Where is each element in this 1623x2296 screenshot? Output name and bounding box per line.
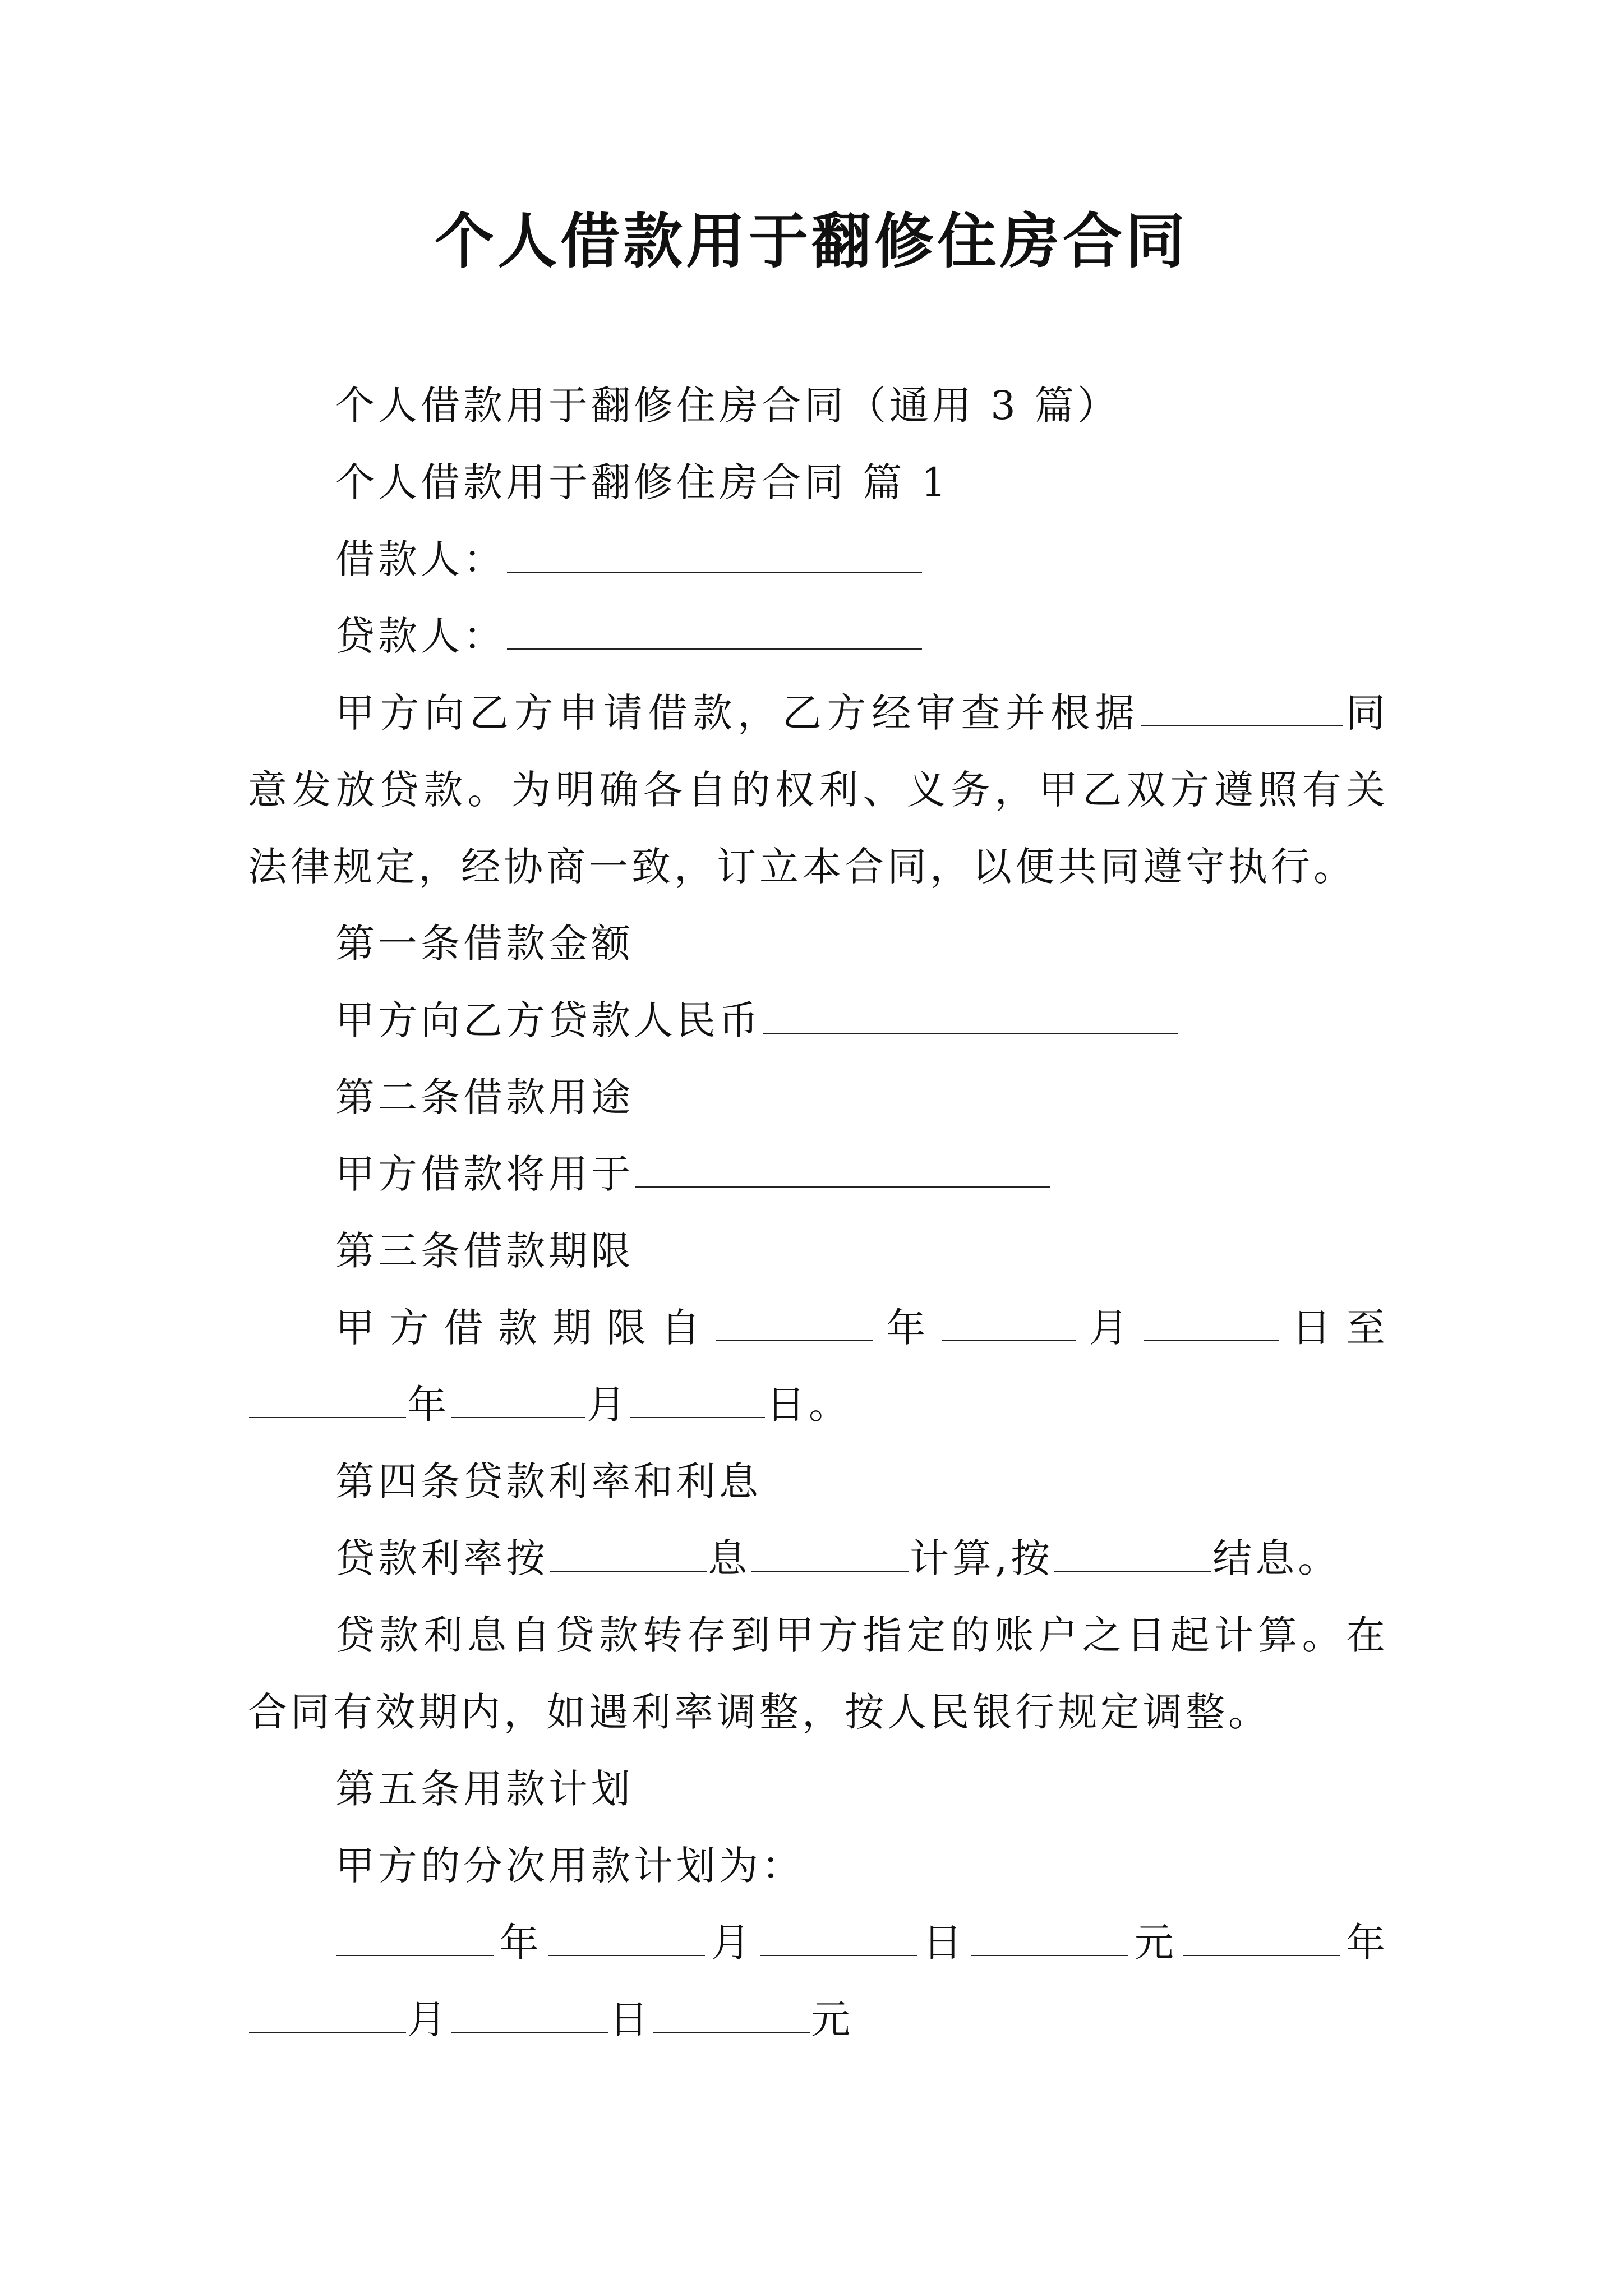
plan-day-blank	[760, 1922, 917, 1956]
lender-line	[248, 598, 1389, 675]
start-year-blank	[716, 1308, 873, 1341]
lender-label: 贷款人：	[335, 613, 506, 659]
plan-day2-label: 日	[609, 1996, 652, 2042]
start-month-label: 月	[1077, 1305, 1144, 1351]
plan-year-label: 年	[495, 1920, 547, 1966]
plan-day2-blank	[451, 1999, 608, 2033]
article-5-title: 第五条用款计划	[335, 1766, 634, 1812]
settle-blank	[1054, 1538, 1211, 1572]
lender-blank	[507, 616, 922, 650]
amount-blank	[763, 1000, 1178, 1034]
paragraph-part-heading: 个人借款用于翻修住房合同 篇 1	[335, 459, 950, 505]
start-month-blank	[942, 1308, 1076, 1341]
start-day-label: 日至	[1280, 1305, 1389, 1351]
plan-yuan2-label: 元	[811, 1996, 854, 2042]
article-4-text-c: 计算,按	[910, 1535, 1054, 1581]
article-4-paragraph-2: 贷款利息自贷款转存到甲方指定的账户之日起计算。在合同有效期内，如遇利率调整，按人民银行规定调整。	[248, 1612, 1389, 1735]
document-body	[248, 367, 1389, 2058]
document-title: 个人借款用于翻修住房合同	[435, 206, 1188, 276]
plan-yuan-label: 元	[1129, 1920, 1182, 1966]
article-4-text-a: 贷款利率按	[335, 1535, 548, 1581]
article-5-text: 甲方的分次用款计划为：	[335, 1843, 804, 1889]
article-4-line	[248, 1520, 1389, 1597]
paragraph-subtitle: 个人借款用于翻修住房合同（通用 3 篇）	[335, 383, 1121, 429]
end-year-blank	[249, 1384, 406, 1418]
intro-text-a: 甲方向乙方申请借款，乙方经审查并根据	[335, 690, 1140, 736]
plan-amount-blank	[971, 1922, 1128, 1956]
borrower-line	[248, 521, 1389, 598]
intro-blank	[1141, 693, 1343, 726]
purpose-blank	[635, 1154, 1050, 1188]
article-3-text: 甲方借款期限自	[335, 1305, 716, 1351]
article-3-line	[248, 1290, 1389, 1443]
plan-line	[248, 1904, 1389, 2058]
article-1-line	[248, 982, 1389, 1059]
plan-month2-blank	[249, 1999, 406, 2033]
end-day-label: 日。	[766, 1382, 851, 1428]
start-day-blank	[1144, 1308, 1279, 1341]
intro-text-b: 同意发放贷款。为明确各自的权利、义务，甲乙双方遵照有关法律规定，经协商一致，订立本合同，以便共同遵守执行。	[248, 690, 1389, 890]
end-year-label: 年	[407, 1382, 450, 1428]
article-3-title: 第三条借款期限	[335, 1228, 634, 1274]
start-year-label: 年	[874, 1305, 940, 1351]
plan-month2-label: 月	[407, 1996, 450, 2042]
end-month-label: 月	[587, 1382, 629, 1428]
article-1-text: 甲方向乙方贷款人民币	[335, 997, 762, 1043]
plan-year-blank	[336, 1922, 494, 1956]
article-4-title: 第四条贷款利率和利息	[335, 1458, 762, 1504]
plan-day-label: 日	[917, 1920, 971, 1966]
plan-amount2-blank	[653, 1999, 810, 2033]
borrower-label: 借款人：	[335, 536, 506, 582]
end-month-blank	[451, 1384, 585, 1418]
article-2-line	[248, 1136, 1389, 1213]
end-day-blank	[630, 1384, 765, 1418]
article-2-title: 第二条借款用途	[335, 1074, 634, 1120]
article-1-title: 第一条借款金额	[335, 921, 634, 967]
plan-year2-label: 年	[1341, 1920, 1389, 1966]
paragraph-intro	[248, 675, 1389, 905]
plan-month-label: 月	[706, 1920, 759, 1966]
article-4-text-b: 息	[708, 1535, 750, 1581]
borrower-blank	[507, 539, 922, 573]
rate-basis-blank	[550, 1538, 707, 1572]
interest-blank	[751, 1538, 909, 1572]
article-4-text-d: 结息。	[1212, 1535, 1341, 1581]
plan-year2-blank	[1183, 1922, 1340, 1956]
plan-month-blank	[548, 1922, 705, 1956]
article-2-text: 甲方借款将用于	[335, 1151, 634, 1197]
